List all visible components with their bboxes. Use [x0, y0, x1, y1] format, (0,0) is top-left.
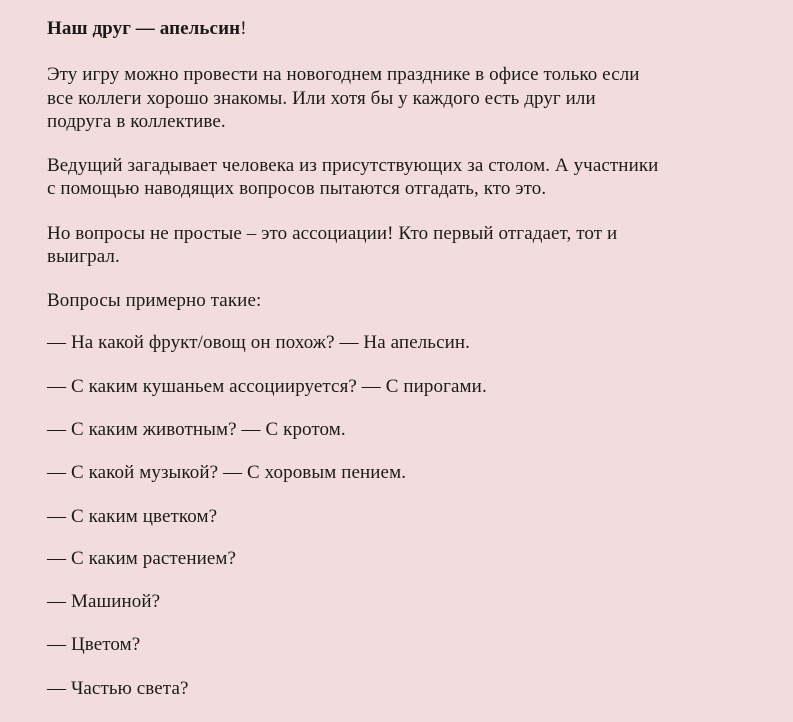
rules-paragraph-line: Но вопросы не простые – это ассоциации! Кто первый отгадает, тот и	[47, 223, 618, 244]
question-item: — Машиной?	[47, 591, 161, 612]
questions-intro: Вопросы примерно такие:	[47, 290, 262, 311]
intro-paragraph-line: все коллеги хорошо знакомы. Или хотя бы у каждого есть друг или	[47, 88, 596, 109]
question-item: — С каким растением?	[47, 548, 237, 569]
question-item: — С какой музыкой? — С хоровым пением.	[47, 462, 407, 483]
question-item: — Частью света?	[47, 678, 189, 699]
question-item: — Цветом?	[47, 634, 141, 655]
intro-paragraph-line: Эту игру можно провести на новогоднем празднике в офисе только если	[47, 64, 640, 85]
host-paragraph-line: Ведущий загадывает человека из присутствующих за столом. А участники	[47, 155, 659, 176]
question-item: — С каким цветком?	[47, 506, 218, 527]
question-item: — На какой фрукт/овощ он похож? — На апельсин.	[47, 332, 470, 353]
question-item: — С каким кушаньем ассоциируется? — С пирогами.	[47, 376, 487, 397]
host-paragraph-line: с помощью наводящих вопросов пытаются отгадать, кто это.	[47, 178, 547, 199]
article-title	[47, 17, 247, 41]
article-title-punctuation: !	[240, 18, 247, 39]
intro-paragraph-line: подруга в коллективе.	[47, 111, 226, 132]
rules-paragraph-line: выиграл.	[47, 246, 120, 267]
article-title-text: Наш друг — апельсин	[47, 18, 241, 39]
question-item: — С каким животным? — С кротом.	[47, 419, 346, 440]
